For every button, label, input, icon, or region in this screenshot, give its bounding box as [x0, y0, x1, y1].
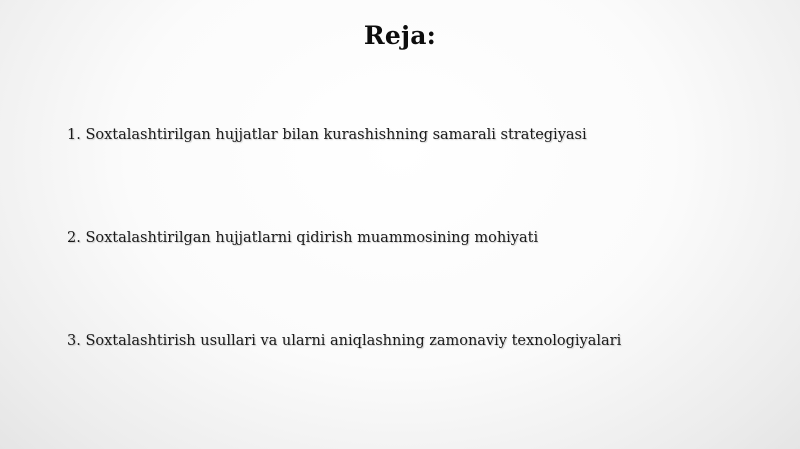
agenda-item-2: 2. Soxtalashtirilgan hujjatlarni qidirish muammosining mohiyati	[67, 230, 539, 246]
slide-title: Reja:	[363, 21, 437, 50]
agenda-item-1: 1. Soxtalashtirilgan hujjatlar bilan kurashishning samarali strategiyasi	[67, 127, 587, 143]
agenda-item-3: 3. Soxtalashtirish usullari va ularni aniqlashning zamonaviy texnologiyalari	[67, 333, 622, 349]
